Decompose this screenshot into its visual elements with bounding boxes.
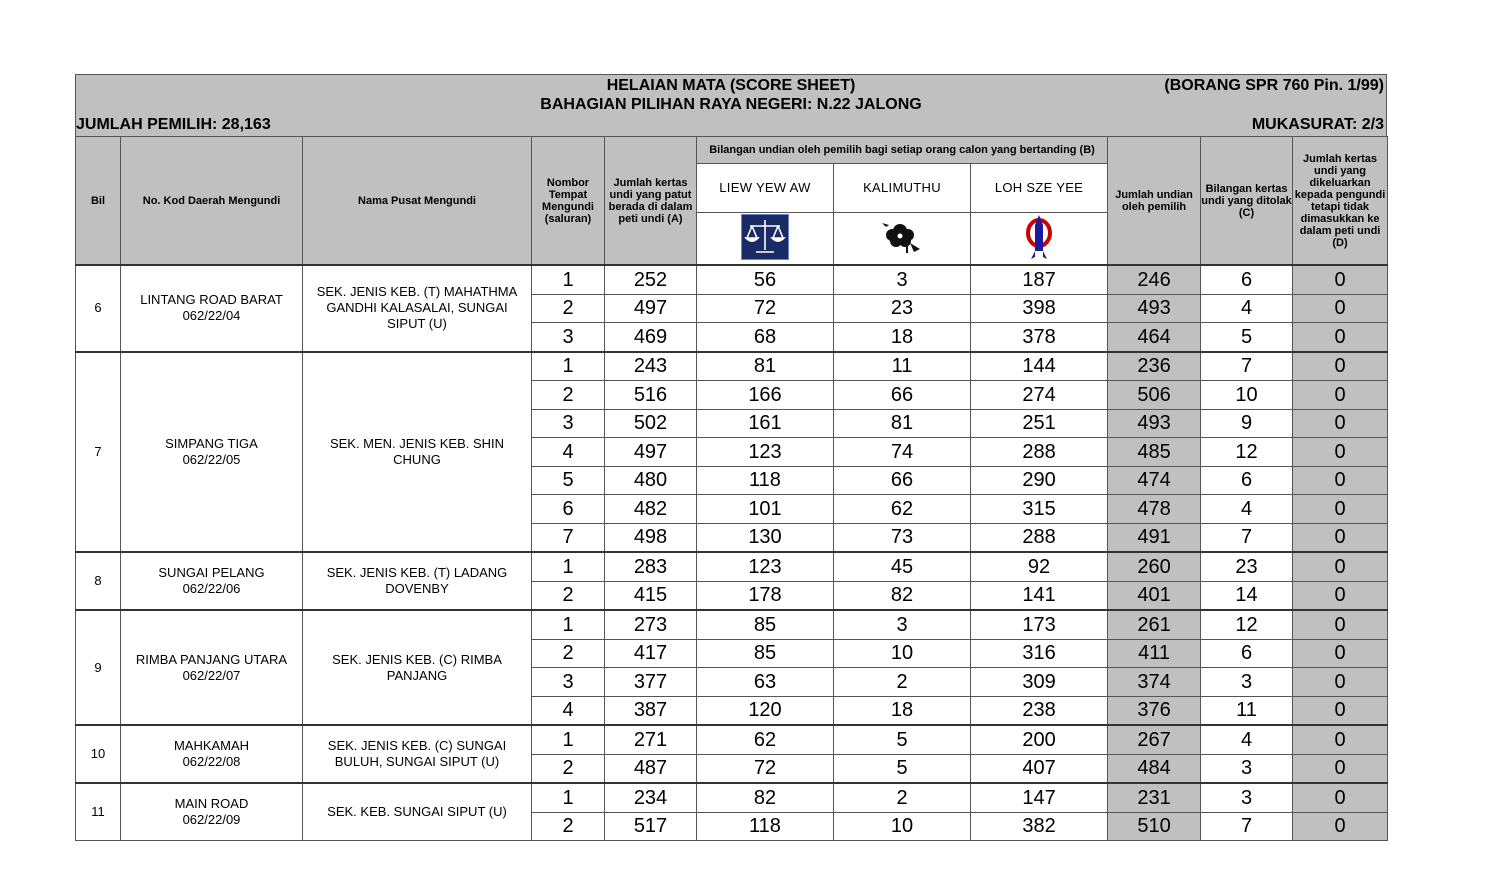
saluran-cell: 1 (532, 783, 605, 812)
tidak-dimasukkan-cell: 0 (1293, 696, 1388, 725)
ditolak-cell: 7 (1201, 352, 1293, 381)
saluran-cell: 5 (532, 466, 605, 495)
candidate-3-votes: 92 (971, 552, 1108, 581)
district-code: 062/22/04 (182, 308, 241, 324)
ditolak-cell: 6 (1201, 639, 1293, 668)
tidak-dimasukkan-cell: 0 (1293, 495, 1388, 524)
jumlah-undian-cell: 374 (1108, 668, 1201, 697)
jumlah-undian-cell: 236 (1108, 352, 1201, 381)
flower-logo-icon (880, 219, 924, 258)
tidak-dimasukkan-cell: 0 (1293, 725, 1388, 754)
candidate-3-votes: 200 (971, 725, 1108, 754)
tidak-dimasukkan-cell: 0 (1293, 552, 1388, 581)
table-row (76, 783, 1388, 812)
candidate-2-votes: 66 (834, 381, 971, 410)
table-row (76, 265, 1388, 294)
kertas-cell: 273 (605, 610, 697, 639)
tidak-dimasukkan-cell: 0 (1293, 294, 1388, 323)
ditolak-cell: 4 (1201, 294, 1293, 323)
candidate-2-votes: 3 (834, 610, 971, 639)
kod-cell (121, 725, 303, 783)
candidate-1-votes: 82 (697, 783, 834, 812)
jumlah-undian-cell: 267 (1108, 725, 1201, 754)
kertas-cell: 502 (605, 409, 697, 438)
ditolak-cell: 12 (1201, 438, 1293, 467)
candidate-3-votes: 251 (971, 409, 1108, 438)
kertas-cell: 469 (605, 323, 697, 352)
saluran-cell: 1 (532, 352, 605, 381)
candidate-3-votes: 309 (971, 668, 1108, 697)
bil-cell: 11 (76, 783, 121, 841)
total-voters: JUMLAH PEMILIH: 28,163 (76, 116, 271, 133)
candidate-1-votes: 118 (697, 466, 834, 495)
candidate-2-votes: 23 (834, 294, 971, 323)
candidate-2-votes: 5 (834, 754, 971, 783)
kertas-cell: 387 (605, 696, 697, 725)
candidate-name: LIEW YEW AW (697, 164, 834, 213)
district-code: 062/22/06 (182, 581, 241, 596)
kertas-cell: 487 (605, 754, 697, 783)
saluran-cell: 2 (532, 754, 605, 783)
pusat-cell: SEK. MEN. JENIS KEB. SHIN CHUNG (303, 352, 532, 553)
kod-cell (121, 352, 303, 553)
kertas-cell: 482 (605, 495, 697, 524)
candidate-2-votes: 74 (834, 438, 971, 467)
saluran-cell: 2 (532, 381, 605, 410)
col-pusat: Nama Pusat Mengundi (303, 137, 532, 266)
tidak-dimasukkan-cell: 0 (1293, 265, 1388, 294)
jumlah-undian-cell: 491 (1108, 523, 1201, 552)
candidate-3-votes: 141 (971, 581, 1108, 610)
col-jumlah-undian: Jumlah undian oleh pemilih (1108, 137, 1201, 266)
tidak-dimasukkan-cell: 0 (1293, 352, 1388, 381)
candidate-1-votes: 101 (697, 495, 834, 524)
candidate-1-votes: 123 (697, 438, 834, 467)
table-row (76, 352, 1388, 381)
bil-cell: 6 (76, 265, 121, 352)
tidak-dimasukkan-cell: 0 (1293, 783, 1388, 812)
jumlah-undian-cell: 411 (1108, 639, 1201, 668)
kertas-cell: 271 (605, 725, 697, 754)
jumlah-undian-cell: 474 (1108, 466, 1201, 495)
tidak-dimasukkan-cell: 0 (1293, 639, 1388, 668)
district-name: RIMBA PANJANG UTARA (135, 651, 288, 667)
table-head (76, 137, 1388, 266)
saluran-cell: 3 (532, 668, 605, 697)
bil-cell: 7 (76, 352, 121, 553)
saluran-cell: 3 (532, 409, 605, 438)
score-sheet (75, 74, 1387, 841)
jumlah-undian-cell: 231 (1108, 783, 1201, 812)
candidate-1-votes: 161 (697, 409, 834, 438)
col-group-b: Bilangan undian oleh pemilih bagi setiap orang calon yang bertanding (B) (697, 137, 1108, 164)
sheet-header (75, 74, 1387, 136)
district-name: LINTANG ROAD BARAT (140, 292, 283, 308)
candidate-symbol (697, 213, 834, 266)
jumlah-undian-cell: 376 (1108, 696, 1201, 725)
candidate-1-votes: 85 (697, 610, 834, 639)
kertas-cell: 243 (605, 352, 697, 381)
col-ditolak: Bilangan kertas undi yang ditolak (C) (1201, 137, 1293, 266)
kod-cell (121, 610, 303, 725)
candidate-2-votes: 18 (834, 323, 971, 352)
candidate-1-votes: 166 (697, 381, 834, 410)
candidate-1-votes: 118 (697, 812, 834, 841)
candidate-3-votes: 144 (971, 352, 1108, 381)
ditolak-cell: 7 (1201, 812, 1293, 841)
saluran-cell: 4 (532, 438, 605, 467)
candidate-1-votes: 130 (697, 523, 834, 552)
ditolak-cell: 6 (1201, 466, 1293, 495)
candidate-name: LOH SZE YEE (971, 164, 1108, 213)
tidak-dimasukkan-cell: 0 (1293, 381, 1388, 410)
candidate-2-votes: 5 (834, 725, 971, 754)
candidate-3-votes: 316 (971, 639, 1108, 668)
kertas-cell: 480 (605, 466, 697, 495)
ditolak-cell: 12 (1201, 610, 1293, 639)
district-name: MAIN ROAD (174, 796, 249, 811)
ditolak-cell: 3 (1201, 783, 1293, 812)
candidate-3-votes: 147 (971, 783, 1108, 812)
form-code: (BORANG SPR 760 Pin. 1/99) (1164, 77, 1384, 94)
saluran-cell: 1 (532, 552, 605, 581)
candidate-3-votes: 173 (971, 610, 1108, 639)
pusat-cell: SEK. JENIS KEB. (C) SUNGAI BULUH, SUNGAI SIPUT (U) (303, 725, 532, 783)
rocket-logo-icon (1022, 213, 1056, 264)
candidate-3-votes: 187 (971, 265, 1108, 294)
tidak-dimasukkan-cell: 0 (1293, 409, 1388, 438)
saluran-cell: 1 (532, 725, 605, 754)
col-tempat: Nombor Tempat Mengundi (saluran) (532, 137, 605, 266)
ditolak-cell: 23 (1201, 552, 1293, 581)
bil-cell: 10 (76, 725, 121, 783)
ditolak-cell: 3 (1201, 754, 1293, 783)
saluran-cell: 6 (532, 495, 605, 524)
bil-cell: 9 (76, 610, 121, 725)
kertas-cell: 417 (605, 639, 697, 668)
tidak-dimasukkan-cell: 0 (1293, 523, 1388, 552)
district-name: SUNGAI PELANG (158, 565, 265, 580)
candidate-3-votes: 382 (971, 812, 1108, 841)
ditolak-cell: 10 (1201, 381, 1293, 410)
pusat-cell: SEK. JENIS KEB. (T) MAHATHMA GANDHI KALASALAI, SUNGAI SIPUT (U) (303, 265, 532, 352)
candidate-1-votes: 123 (697, 552, 834, 581)
tidak-dimasukkan-cell: 0 (1293, 466, 1388, 495)
candidate-3-votes: 290 (971, 466, 1108, 495)
candidate-name: KALIMUTHU (834, 164, 971, 213)
kertas-cell: 252 (605, 265, 697, 294)
table-body (76, 265, 1388, 841)
ditolak-cell: 9 (1201, 409, 1293, 438)
jumlah-undian-cell: 464 (1108, 323, 1201, 352)
candidate-2-votes: 2 (834, 668, 971, 697)
saluran-cell: 2 (532, 812, 605, 841)
kertas-cell: 415 (605, 581, 697, 610)
candidate-3-votes: 274 (971, 381, 1108, 410)
tidak-dimasukkan-cell: 0 (1293, 610, 1388, 639)
pusat-cell: SEK. JENIS KEB. (T) LADANG DOVENBY (303, 552, 532, 610)
candidate-symbol (971, 213, 1108, 266)
kod-cell (121, 265, 303, 352)
col-jumlah-kertas: Jumlah kertas undi yang patut berada di dalam peti undi (A) (605, 137, 697, 266)
district-name: SIMPANG TIGA (165, 435, 258, 451)
candidate-1-votes: 120 (697, 696, 834, 725)
district-code: 062/22/05 (182, 451, 241, 467)
results-table (75, 136, 1388, 841)
table-row (76, 552, 1388, 581)
candidate-3-votes: 238 (971, 696, 1108, 725)
candidate-1-votes: 178 (697, 581, 834, 610)
candidate-2-votes: 62 (834, 495, 971, 524)
jumlah-undian-cell: 493 (1108, 294, 1201, 323)
candidate-3-votes: 315 (971, 495, 1108, 524)
table-row (76, 610, 1388, 639)
sheet-title: HELAIAN MATA (SCORE SHEET) (606, 77, 856, 94)
kod-cell (121, 783, 303, 841)
candidate-2-votes: 82 (834, 581, 971, 610)
district-name: MAHKAMAH (173, 738, 250, 753)
jumlah-undian-cell: 261 (1108, 610, 1201, 639)
candidate-1-votes: 85 (697, 639, 834, 668)
district-code: 062/22/09 (182, 812, 241, 827)
candidate-symbol (834, 213, 971, 266)
ditolak-cell: 5 (1201, 323, 1293, 352)
ditolak-cell: 4 (1201, 495, 1293, 524)
jumlah-undian-cell: 510 (1108, 812, 1201, 841)
bil-cell: 8 (76, 552, 121, 610)
saluran-cell: 7 (532, 523, 605, 552)
jumlah-undian-cell: 506 (1108, 381, 1201, 410)
saluran-cell: 2 (532, 581, 605, 610)
candidate-1-votes: 68 (697, 323, 834, 352)
candidate-3-votes: 378 (971, 323, 1108, 352)
candidate-3-votes: 407 (971, 754, 1108, 783)
kertas-cell: 497 (605, 294, 697, 323)
candidate-1-votes: 62 (697, 725, 834, 754)
saluran-cell: 3 (532, 323, 605, 352)
candidate-3-votes: 288 (971, 523, 1108, 552)
candidate-2-votes: 73 (834, 523, 971, 552)
ditolak-cell: 6 (1201, 265, 1293, 294)
page-number: MUKASURAT: 2/3 (1251, 116, 1384, 133)
candidate-2-votes: 18 (834, 696, 971, 725)
table-row (76, 725, 1388, 754)
candidate-1-votes: 72 (697, 294, 834, 323)
col-kod: No. Kod Daerah Mengundi (121, 137, 303, 266)
sheet-subtitle: BAHAGIAN PILIHAN RAYA NEGERI: N.22 JALONG (540, 96, 922, 113)
candidate-2-votes: 2 (834, 783, 971, 812)
jumlah-undian-cell: 484 (1108, 754, 1201, 783)
jumlah-undian-cell: 246 (1108, 265, 1201, 294)
scales-logo-icon (741, 214, 789, 263)
saluran-cell: 2 (532, 294, 605, 323)
ditolak-cell: 4 (1201, 725, 1293, 754)
candidate-1-votes: 63 (697, 668, 834, 697)
kertas-cell: 283 (605, 552, 697, 581)
kertas-cell: 234 (605, 783, 697, 812)
tidak-dimasukkan-cell: 0 (1293, 812, 1388, 841)
col-tidak-dimasukkan: Jumlah kertas undi yang dikeluarkan kepada pengundi tetapi tidak dimasukkan ke dalam peti undi (D) (1293, 137, 1388, 266)
candidate-3-votes: 288 (971, 438, 1108, 467)
saluran-cell: 1 (532, 265, 605, 294)
candidate-1-votes: 72 (697, 754, 834, 783)
col-bil: Bil (76, 137, 121, 266)
candidate-2-votes: 11 (834, 352, 971, 381)
saluran-cell: 2 (532, 639, 605, 668)
kertas-cell: 497 (605, 438, 697, 467)
tidak-dimasukkan-cell: 0 (1293, 581, 1388, 610)
candidate-2-votes: 10 (834, 639, 971, 668)
ditolak-cell: 11 (1201, 696, 1293, 725)
jumlah-undian-cell: 493 (1108, 409, 1201, 438)
jumlah-undian-cell: 478 (1108, 495, 1201, 524)
candidate-2-votes: 81 (834, 409, 971, 438)
kertas-cell: 516 (605, 381, 697, 410)
tidak-dimasukkan-cell: 0 (1293, 754, 1388, 783)
candidate-2-votes: 10 (834, 812, 971, 841)
jumlah-undian-cell: 260 (1108, 552, 1201, 581)
ditolak-cell: 14 (1201, 581, 1293, 610)
district-code: 062/22/07 (182, 667, 241, 683)
saluran-cell: 4 (532, 696, 605, 725)
jumlah-undian-cell: 401 (1108, 581, 1201, 610)
candidate-3-votes: 398 (971, 294, 1108, 323)
ditolak-cell: 7 (1201, 523, 1293, 552)
ditolak-cell: 3 (1201, 668, 1293, 697)
kertas-cell: 377 (605, 668, 697, 697)
candidate-2-votes: 45 (834, 552, 971, 581)
saluran-cell: 1 (532, 610, 605, 639)
tidak-dimasukkan-cell: 0 (1293, 438, 1388, 467)
candidate-1-votes: 81 (697, 352, 834, 381)
pusat-cell: SEK. JENIS KEB. (C) RIMBA PANJANG (303, 610, 532, 725)
tidak-dimasukkan-cell: 0 (1293, 668, 1388, 697)
candidate-2-votes: 66 (834, 466, 971, 495)
kertas-cell: 517 (605, 812, 697, 841)
district-code: 062/22/08 (182, 754, 241, 769)
kertas-cell: 498 (605, 523, 697, 552)
tidak-dimasukkan-cell: 0 (1293, 323, 1388, 352)
jumlah-undian-cell: 485 (1108, 438, 1201, 467)
pusat-cell: SEK. KEB. SUNGAI SIPUT (U) (303, 783, 532, 841)
candidate-1-votes: 56 (697, 265, 834, 294)
kod-cell (121, 552, 303, 610)
candidate-2-votes: 3 (834, 265, 971, 294)
